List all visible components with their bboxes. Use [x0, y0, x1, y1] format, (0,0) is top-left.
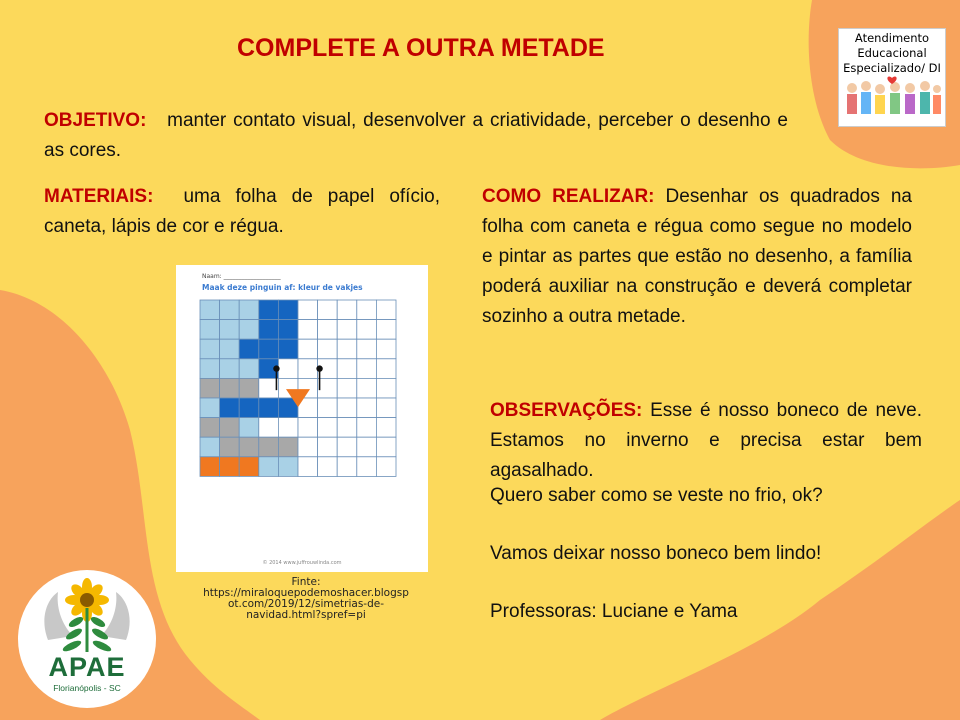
apae-wordmark: APAE [48, 652, 126, 682]
grid-cell [298, 418, 318, 438]
grid-cell [298, 320, 318, 340]
worksheet-footer: © 2014 www.juffrouwlinda.com [262, 560, 342, 566]
materiais-paragraph [44, 182, 440, 242]
grid-cell [200, 457, 220, 477]
grid-cell [337, 359, 357, 379]
grid-cell [298, 457, 318, 477]
grid-cell [278, 320, 298, 340]
grid-cell [357, 418, 377, 438]
caption-line-2: https://miraloquepodemoshacer.blogsp [203, 587, 409, 599]
grid-cell [200, 300, 220, 320]
badge-line-1: Atendimento [854, 31, 930, 45]
apae-city: Florianópolis - SC [53, 683, 121, 693]
grid-cell [220, 320, 240, 340]
grid-cell [357, 378, 377, 398]
grid-cell [239, 437, 259, 457]
materiais-text: uma folha de papel ofício, caneta, lápis de cor e régua. [44, 186, 441, 237]
grid-cell [259, 300, 279, 320]
grid-cell [200, 359, 220, 379]
worksheet-name-line: Naam: ___________________ [202, 273, 281, 280]
grid-cell [318, 320, 338, 340]
grid-cell [259, 398, 279, 418]
grid-cell [239, 378, 259, 398]
grid-cell [239, 320, 259, 340]
grid-cell [298, 359, 318, 379]
grid-cell [376, 378, 396, 398]
grid-cell [278, 359, 298, 379]
grid-cell [239, 359, 259, 379]
observacoes-paragraph [490, 396, 922, 486]
grid-cell [239, 339, 259, 359]
grid-cell [200, 320, 220, 340]
como-realizar-label: COMO REALIZAR: [482, 186, 655, 207]
objetivo-text: manter contato visual, desenvolver a criatividade, perceber o desenho e as cores. [44, 110, 788, 161]
grid-cell [337, 320, 357, 340]
observacoes-label: OBSERVAÇÕES: [490, 400, 643, 421]
aee-badge [838, 28, 946, 127]
observacoes-line-4: Professoras: Luciane e Yama [490, 601, 738, 622]
objetivo-paragraph [44, 106, 788, 166]
grid-cell [200, 418, 220, 438]
sunflower-hands-icon [18, 570, 156, 660]
grid-cell [357, 437, 377, 457]
grid-cell [376, 457, 396, 477]
grid-cell [220, 339, 240, 359]
como-realizar-text: Desenhar os quadrados na folha com caneta e régua como segue no modelo e pintar as partes que estão no desenho, a família poderá auxiliar na construção e deverá completar sozinho a outra metade. [482, 186, 913, 327]
grid-cell [278, 300, 298, 320]
grid-cell [200, 437, 220, 457]
grid-cell [278, 418, 298, 438]
grid-cell [337, 437, 357, 457]
grid-cell [318, 418, 338, 438]
grid-cell [220, 418, 240, 438]
grid-cell [337, 398, 357, 418]
grid-cell [376, 359, 396, 379]
penguin-worksheet-image [176, 265, 428, 572]
grid-cell [376, 339, 396, 359]
grid-cell [357, 339, 377, 359]
observacoes-line-3: Vamos deixar nosso boneco bem lindo! [490, 543, 822, 564]
grid-cell [337, 418, 357, 438]
grid-cell [318, 457, 338, 477]
grid-cell [259, 437, 279, 457]
worksheet-grid [176, 265, 428, 572]
como-realizar-paragraph [482, 182, 912, 332]
grid-cell [259, 418, 279, 438]
image-source-caption [196, 577, 416, 621]
grid-cell [239, 457, 259, 477]
grid-cell [220, 457, 240, 477]
grid-cell [376, 418, 396, 438]
grid-cell [239, 300, 259, 320]
grid-cell [318, 300, 338, 320]
grid-cell [357, 457, 377, 477]
grid-cell [357, 300, 377, 320]
apae-logo [18, 570, 156, 708]
observacoes-text: Esse é nosso boneco de neve. Estamos no inverno e precisa estar bem agasalhado. [490, 400, 923, 481]
objetivo-label: OBJETIVO: [44, 110, 147, 131]
caption-line-1: Finte: [291, 576, 321, 588]
grid-cell [220, 378, 240, 398]
grid-cell [298, 339, 318, 359]
grid-cell [318, 437, 338, 457]
grid-cell [220, 300, 240, 320]
grid-cell [318, 339, 338, 359]
grid-cell [357, 320, 377, 340]
grid-cell [337, 339, 357, 359]
materiais-label: MATERIAIS: [44, 186, 154, 207]
grid-cell [200, 339, 220, 359]
grid-cell [259, 320, 279, 340]
grid-cell [376, 320, 396, 340]
grid-cell [259, 339, 279, 359]
grid-cell [259, 457, 279, 477]
page-title: COMPLETE A OUTRA METADE [237, 34, 605, 62]
grid-cell [278, 437, 298, 457]
grid-cell [239, 398, 259, 418]
grid-cell [278, 457, 298, 477]
grid-cell [376, 437, 396, 457]
grid-cell [318, 398, 338, 418]
grid-cell [200, 378, 220, 398]
children-illustration [840, 76, 944, 126]
observacoes-line-2: Quero saber como se veste no frio, ok? [490, 485, 823, 506]
grid-cell [220, 437, 240, 457]
badge-line-3: Especializado/ DI [843, 61, 941, 75]
grid-cell [259, 378, 279, 398]
grid-cell [376, 398, 396, 418]
grid-cell [337, 457, 357, 477]
caption-line-3: ot.com/2019/12/simetrias-de- [227, 598, 385, 610]
grid-cell [278, 339, 298, 359]
worksheet-instruction: Maak deze pinguin af: kleur de vakjes [202, 283, 363, 292]
grid-cell [357, 398, 377, 418]
caption-line-4: navidad.html?spref=pi [246, 609, 366, 621]
grid-cell [357, 359, 377, 379]
badge-line-2: Educacional [857, 46, 927, 60]
grid-cell [376, 300, 396, 320]
grid-cell [318, 378, 338, 398]
grid-cell [337, 300, 357, 320]
grid-cell [337, 378, 357, 398]
grid-cell [220, 359, 240, 379]
grid-cell [298, 437, 318, 457]
grid-cell [200, 398, 220, 418]
grid-cell [298, 300, 318, 320]
grid-cell [239, 418, 259, 438]
grid-cell [220, 398, 240, 418]
